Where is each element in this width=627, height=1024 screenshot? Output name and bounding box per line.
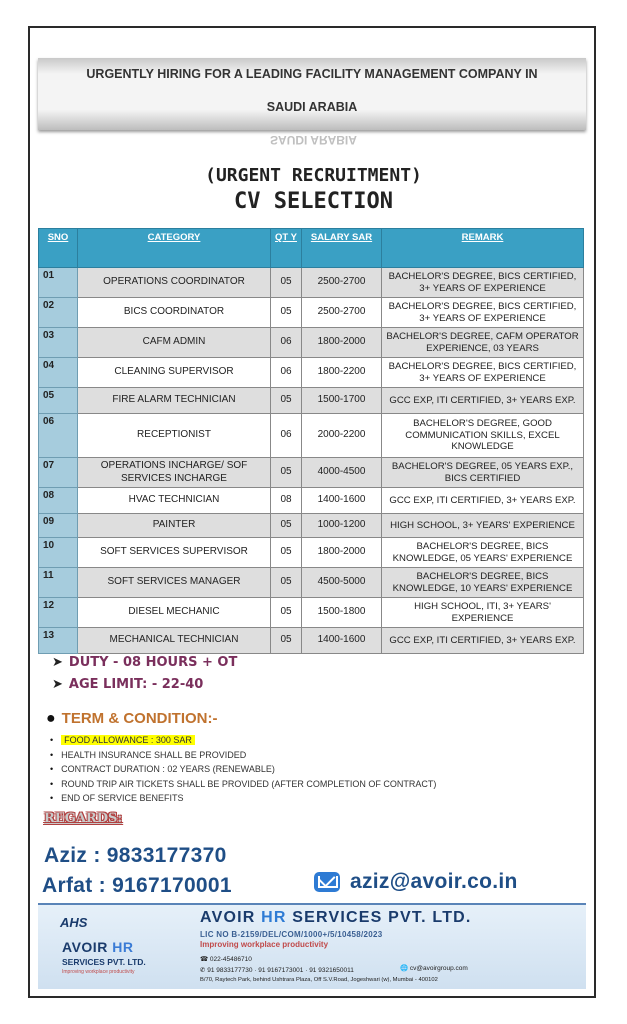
license-number: LIC NO B-2159/DEL/COM/1000+/5/10458/2023 [200,930,383,939]
cell-qty: 05 [271,598,302,628]
contact-arfat: Arfat : 9167170001 [42,874,232,897]
email-icon [314,872,340,892]
cell-sno: 10 [39,538,78,568]
logo-name-b: HR [112,939,134,955]
header-reflection: SAUDI ARABIA [270,133,357,147]
col-category: CATEGORY [78,229,271,268]
cell-category: OPERATIONS COORDINATOR [78,268,271,298]
table-row [39,568,584,598]
company-name-a: AVOIR [200,909,262,926]
cell-remark: GCC EXP, ITI CERTIFIED, 3+ YEARS EXP. [382,628,584,654]
mobile-line [200,966,354,974]
col-salary: SALARY SAR [302,229,382,268]
cell-sno: 01 [39,268,78,298]
cell-remark: BACHELOR'S DEGREE, GOOD COMMUNICATION SKILLS, EXCEL KNOWLEDGE [382,414,584,458]
cell-remark: BACHELOR'S DEGREE, BICS CERTIFIED, 3+ YEARS OF EXPERIENCE [382,358,584,388]
terms-list [50,733,436,806]
cell-qty: 05 [271,514,302,538]
cell-sno: 04 [39,358,78,388]
header-banner [38,58,586,130]
header-line-2: SAUDI ARABIA [266,100,358,114]
cell-sno: 12 [39,598,78,628]
cell-qty: 05 [271,458,302,488]
company-footer [38,903,586,989]
contact-email[interactable]: aziz@avoir.co.in [350,870,518,893]
cell-sno: 05 [39,388,78,414]
logo-subtitle: SERVICES PVT. LTD. [62,957,146,967]
globe-icon: 🌐 [400,965,410,972]
web-address[interactable]: cv@avoirgroup.com [409,965,468,972]
table-row [39,598,584,628]
table-row [39,388,584,414]
cell-qty: 05 [271,388,302,414]
logo-name [62,939,133,955]
company-name-c: SERVICES PVT. LTD. [286,909,472,926]
cell-category: BICS COORDINATOR [78,298,271,328]
cell-remark: BACHELOR'S DEGREE, BICS KNOWLEDGE, 10 YEARS' EXPERIENCE [382,568,584,598]
company-logo [48,911,188,977]
cell-category: CAFM ADMIN [78,328,271,358]
cell-category: CLEANING SUPERVISOR [78,358,271,388]
contact-aziz: Aziz : 9833177370 [44,844,227,867]
jobs-table [38,228,584,654]
cell-category: SOFT SERVICES MANAGER [78,568,271,598]
phone-number: 022-45486710 [209,956,252,963]
age-text: AGE LIMIT: - 22-40 [68,677,204,692]
table-header-row [39,229,584,268]
arrow-bullet-icon: ➤ [52,677,63,692]
duty-line [52,655,237,670]
phone-line [200,955,252,963]
cell-remark: HIGH SCHOOL, 3+ YEARS' EXPERIENCE [382,514,584,538]
office-address: B/70, Raytech Park, behind Ushtrara Plaza, Off S.V.Road, Jogeshwari (w), Mumbai - 400102 [200,977,438,983]
cell-sno: 06 [39,414,78,458]
cell-salary: 1500-1700 [302,388,382,414]
food-allowance-text: FOOD ALLOWANCE : 300 SAR [61,735,195,745]
table-row [39,358,584,388]
cell-remark: HIGH SCHOOL, ITI, 3+ YEARS' EXPERIENCE [382,598,584,628]
web-line [400,964,468,972]
logo-icon: AHS [60,915,88,930]
cell-qty: 06 [271,414,302,458]
list-item [50,762,436,777]
cell-category: PAINTER [78,514,271,538]
terms-heading [46,710,218,728]
table-row [39,458,584,488]
cell-salary: 1800-2200 [302,358,382,388]
table-row [39,488,584,514]
cell-qty: 05 [271,568,302,598]
cell-sno: 11 [39,568,78,598]
cell-qty: 06 [271,328,302,358]
age-line [52,677,203,692]
mobile-numbers: 91 9833177730 · 91 9167173001 · 91 9321650011 [207,967,354,974]
cell-sno: 08 [39,488,78,514]
cell-sno: 07 [39,458,78,488]
cell-remark: BACHELOR'S DEGREE, 05 YEARS EXP., BICS CERTIFIED [382,458,584,488]
term-text: HEALTH INSURANCE SHALL BE PROVIDED [61,749,247,760]
cell-qty: 05 [271,538,302,568]
cell-remark: BACHELOR'S DEGREE, BICS CERTIFIED, 3+ YEARS OF EXPERIENCE [382,298,584,328]
cell-qty: 05 [271,268,302,298]
cell-category: SOFT SERVICES SUPERVISOR [78,538,271,568]
cell-salary: 1000-1200 [302,514,382,538]
terms-heading-text: TERM & CONDITION:- [61,710,218,727]
term-text: CONTRACT DURATION : 02 YEARS (RENEWABLE) [61,764,275,774]
cell-sno: 13 [39,628,78,654]
list-item [50,791,436,806]
title-cv-selection: CV SELECTION [234,189,393,214]
mobile-icon: ✆ [200,967,208,974]
table-row [39,268,584,298]
cell-remark: BACHELOR'S DEGREE, BICS CERTIFIED, 3+ YEARS OF EXPERIENCE [382,268,584,298]
cell-category: RECEPTIONIST [78,414,271,458]
cell-category: FIRE ALARM TECHNICIAN [78,388,271,414]
table-row [39,298,584,328]
arrow-bullet-icon: ➤ [52,655,63,670]
duty-text: DUTY - 08 HOURS + OT [68,655,238,670]
list-item [50,733,436,748]
term-text: ROUND TRIP AIR TICKETS SHALL BE PROVIDED (AFTER COMPLETION OF CONTRACT) [61,778,437,789]
regards-label: REGARDS: [44,811,123,826]
cell-salary: 4500-5000 [302,568,382,598]
phone-icon: ☎ [200,956,210,963]
cell-qty: 05 [271,298,302,328]
cell-qty: 05 [271,628,302,654]
cell-salary: 1400-1600 [302,628,382,654]
company-name [200,909,472,927]
cell-remark: GCC EXP, ITI CERTIFIED, 3+ YEARS EXP. [382,488,584,514]
term-text: END OF SERVICE BENEFITS [61,793,184,803]
col-sno: SNO [39,229,78,268]
cell-qty: 06 [271,358,302,388]
cell-sno: 02 [39,298,78,328]
cell-salary: 2000-2200 [302,414,382,458]
list-item [50,748,436,763]
cell-sno: 03 [39,328,78,358]
logo-name-a: AVOIR [62,939,113,955]
table-row [39,414,584,458]
cell-category: DIESEL MECHANIC [78,598,271,628]
bullet-icon: ● [46,710,56,727]
table-row [39,628,584,654]
cell-salary: 1800-2000 [302,328,382,358]
cell-salary: 4000-4500 [302,458,382,488]
cell-sno: 09 [39,514,78,538]
cell-qty: 08 [271,488,302,514]
cell-category: OPERATIONS INCHARGE/ SOF SERVICES INCHARGE [78,458,271,488]
title-urgent-recruitment: (URGENT RECRUITMENT) [205,165,422,186]
list-item [50,777,436,792]
cell-category: HVAC TECHNICIAN [78,488,271,514]
table-row [39,514,584,538]
cell-salary: 1500-1800 [302,598,382,628]
col-qty: QT Y [271,229,302,268]
company-tagline: Improving workplace productivity [200,940,329,949]
header-line-1: URGENTLY HIRING FOR A LEADING FACILITY MANAGEMENT COMPANY IN [86,67,538,81]
table-row [39,328,584,358]
cell-salary: 2500-2700 [302,298,382,328]
company-name-b: HR [261,909,287,926]
cell-salary: 1800-2000 [302,538,382,568]
table-row [39,538,584,568]
cell-category: MECHANICAL TECHNICIAN [78,628,271,654]
cell-remark: BACHELOR'S DEGREE, BICS KNOWLEDGE, 05 YEARS' EXPERIENCE [382,538,584,568]
cell-remark: BACHELOR'S DEGREE, CAFM OPERATOR EXPERIENCE, 03 YEARS [382,328,584,358]
cell-salary: 2500-2700 [302,268,382,298]
cell-salary: 1400-1600 [302,488,382,514]
logo-tagline: Improving workplace productivity [62,969,135,975]
cell-remark: GCC EXP, ITI CERTIFIED, 3+ YEARS EXP. [382,388,584,414]
col-remark: REMARK [382,229,584,268]
